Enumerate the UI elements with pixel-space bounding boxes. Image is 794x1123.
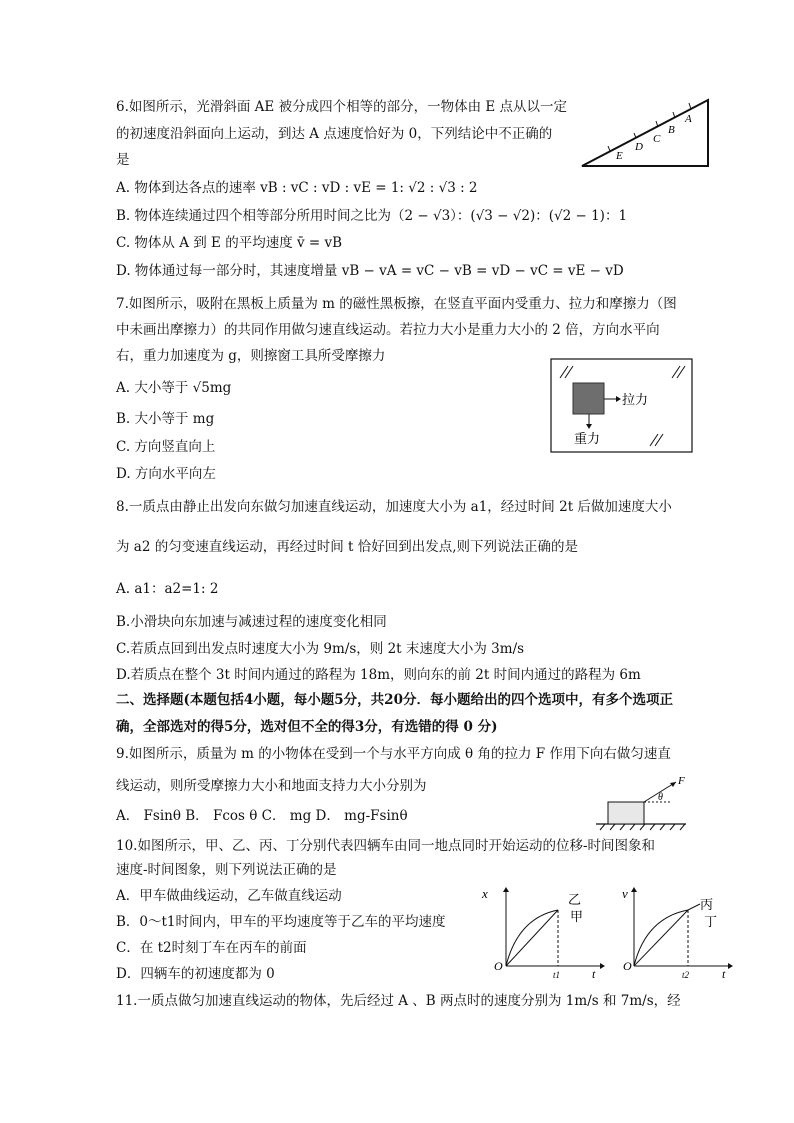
- section2-heading-line1: 二、选择题(本题包括4小题，每小题5分，共20分．每小题给出的四个选项中，有多个选项正: [116, 692, 673, 708]
- q6-option-a: A. 物体到达各点的速率 vB : vC : vD : vE = 1: √2 : √3 : 2: [116, 180, 478, 196]
- q6-incline-figure: [578, 96, 714, 172]
- force-f-label: F: [678, 775, 685, 787]
- q7-blackboard-figure: [550, 358, 694, 454]
- q9-stem-line1: 9.如图所示，质量为 m 的小物体在受到一个与水平方向成 θ 角的拉力 F 作用下向右做匀速直: [116, 746, 671, 762]
- origin-label: O: [494, 959, 503, 973]
- y-axis-arrowhead: [503, 887, 509, 892]
- q7-stem-line2: 中未画出摩擦力）的共同作用做匀速直线运动。若拉力大小是重力大小的 2 倍，方向水平向: [116, 322, 660, 338]
- incline-tick: [689, 103, 691, 109]
- curve-bing: [634, 904, 700, 966]
- label-jia: 甲: [570, 909, 584, 924]
- line-ding: [634, 910, 688, 966]
- q6-stem-line3: 是: [116, 152, 130, 168]
- q10-option-a: A．甲车做曲线运动，乙车做直线运动: [116, 888, 342, 904]
- q7-option-b: B. 大小等于 mg: [116, 411, 215, 427]
- label-d: D: [635, 141, 643, 153]
- axis-label-x: x: [482, 886, 488, 901]
- gravity-arrowhead: [586, 424, 592, 429]
- label-e: E: [616, 150, 623, 162]
- label-yi: 乙: [568, 892, 582, 907]
- q7-stem-line1: 7.如图所示，吸附在黑板上质量为 m 的磁性黑板擦，在竖直平面内受重力、拉力和摩擦力（图: [116, 296, 677, 312]
- q11-stem-line1: 11.一质点做匀加速直线运动的物体，先后经过 A 、B 两点时的速度分别为 1m/s 和 7m/s，经: [116, 993, 681, 1009]
- axis-label-v: v: [622, 886, 628, 901]
- small-block: [608, 802, 644, 824]
- ground-hatch: [660, 824, 665, 830]
- q6-option-b: B. 物体连续通过四个相等部分所用时间之比为（2 − √3）：(√3 − √2)：(√2 − 1)：1: [116, 208, 628, 224]
- force-f-arrowhead: [670, 782, 676, 787]
- q8-option-d: D.若质点在整个 3t 时间内通过的路程为 18m，则向东的前 2t 时间内通过的路程为 6m: [116, 667, 641, 683]
- incline-triangle: [582, 100, 708, 166]
- q10-vt-graph: [618, 884, 738, 980]
- section2-heading-line2: 确，全部选对的得5分，选对但不全的得3分，有选错的得 0 分): [116, 719, 498, 735]
- t2-label: t2: [682, 970, 690, 980]
- q6-stem-line2: 的初速度沿斜面向上运动，到达 A 点速度恰好为 0，下列结论中不正确的: [116, 126, 553, 142]
- q8-option-a: A. a1：a2=1: 2: [116, 581, 219, 597]
- q8-stem-line2: 为 a2 的匀变速直线运动，再经过时间 t 恰好回到出发点,则下列说法正确的是: [116, 539, 579, 555]
- gravity-label: 重力: [574, 431, 601, 446]
- q8-stem-line1: 8.一质点由静止出发向东做匀加速直线运动，加速度大小为 a1，经过时间 2t 后做加速度大小: [116, 499, 672, 515]
- ground-hatch: [610, 824, 615, 830]
- t1-label: t1: [553, 970, 561, 980]
- q8-option-b: B.小滑块向东加速与减速过程的速度变化相同: [116, 614, 387, 630]
- label-bing: 丙: [700, 897, 714, 912]
- q9-block-figure: [592, 772, 692, 832]
- q6-stem-line1: 6.如图所示，光滑斜面 AE 被分成四个相等的部分，一物体由 E 点从以一定: [116, 99, 568, 115]
- label-ding: 丁: [704, 914, 718, 929]
- x-axis-arrowhead: [600, 963, 605, 969]
- q9-options: A． Fsinθ B． Fcos θ C． mg D． mg-Fsinθ: [116, 808, 408, 824]
- q10-stem-line1: 10.如图所示，甲、乙、丙、丁分别代表四辆车由同一地点同时开始运动的位移-时间图象和: [116, 838, 656, 854]
- ground-hatch: [670, 824, 675, 830]
- q10-stem-line2: 速度-时间图象，则下列说法正确的是: [116, 862, 337, 878]
- eraser-block: [573, 383, 604, 414]
- line-jia: [506, 910, 558, 966]
- q8-option-c: C.若质点回到出发点时速度大小为 9m/s，则 2t 末速度大小为 3m/s: [116, 641, 525, 657]
- q6-option-c: C. 物体从 A 到 E 的平均速度 v̄ = vB: [116, 235, 343, 251]
- q10-option-d: D．四辆车的初速度都为 0: [116, 966, 275, 982]
- q10-xt-graph: [476, 884, 606, 980]
- q7-option-c: C. 方向竖直向上: [116, 439, 216, 455]
- y-axis-arrowhead: [631, 887, 637, 892]
- pull-label: 拉力: [622, 392, 649, 407]
- x-axis-arrowhead: [728, 963, 733, 969]
- ground-hatch: [680, 824, 685, 830]
- pull-arrowhead: [616, 396, 621, 402]
- ground-hatch: [650, 824, 655, 830]
- q7-option-a: A. 大小等于 √5mg: [116, 380, 232, 396]
- q7-option-d: D. 方向水平向左: [116, 466, 216, 482]
- ground-hatch: [620, 824, 625, 830]
- q6-option-d: D. 物体通过每一部分时，其速度增量 vB − vA = vC − vB = vD − vC = vE − vD: [116, 263, 624, 279]
- axis-label-t: t: [722, 967, 726, 980]
- origin-label: O: [623, 959, 632, 973]
- angle-theta-label: θ: [658, 792, 663, 803]
- q10-option-c: C．在 t2时刻丁车在丙车的前面: [116, 940, 307, 956]
- axis-label-t: t: [592, 967, 596, 980]
- q9-stem-line2: 线运动，则所受摩擦力大小和地面支持力大小分别为: [116, 778, 427, 794]
- label-b: B: [668, 124, 675, 136]
- incline-tick: [608, 146, 610, 151]
- q7-stem-line3: 右，重力加速度为 g，则擦窗工具所受摩擦力: [116, 348, 386, 364]
- ground-hatch: [600, 824, 605, 830]
- label-a: A: [685, 113, 692, 125]
- label-c: C: [653, 133, 661, 145]
- ground-hatch: [640, 824, 645, 830]
- q10-option-b: B．0～t1时间内，甲车的平均速度等于乙车的平均速度: [116, 914, 446, 930]
- ground-hatch: [630, 824, 635, 830]
